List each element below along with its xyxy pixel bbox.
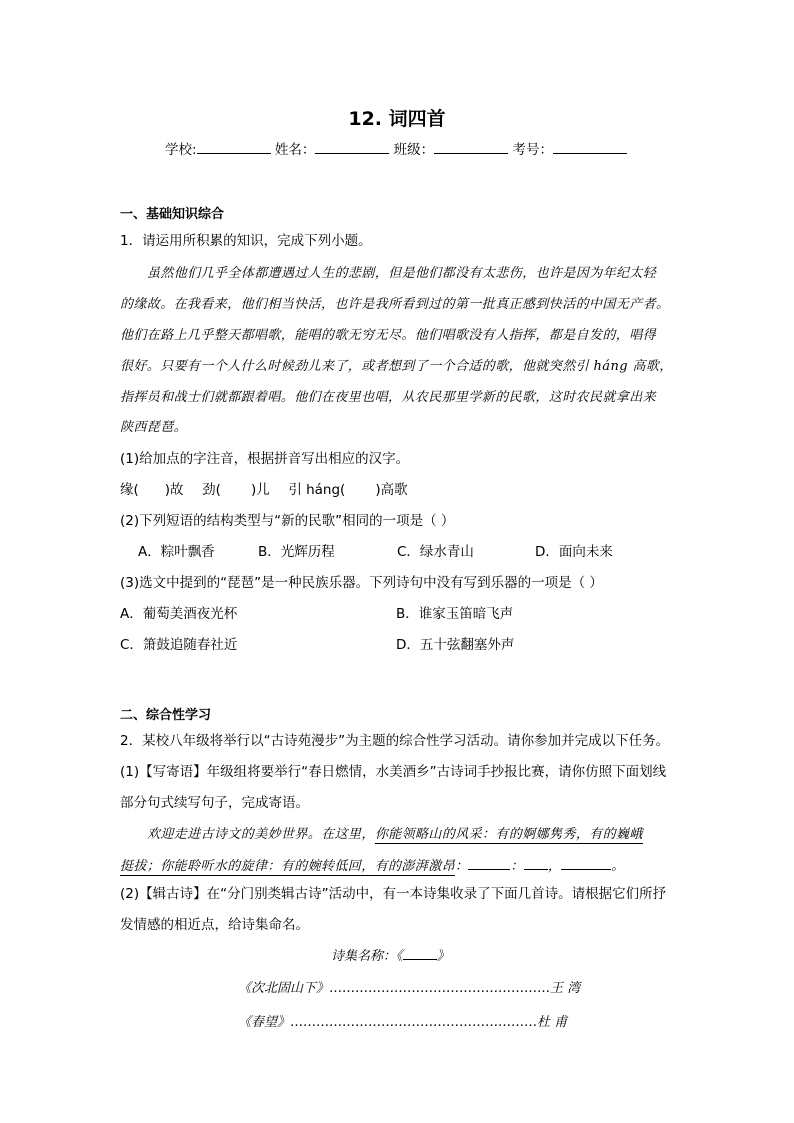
name-blank[interactable] — [315, 139, 389, 154]
option-d[interactable]: D．面向未来 — [535, 544, 613, 560]
passage-line: 虽然他们几乎全体都遭遇过人生的悲剧，但是他们都没有太悲伤，也许是因为年纪太轻 — [147, 266, 657, 281]
greeting-line-2: 挺拔；你能聆听水的旋律：有的婉转低回，有的澎湃激昂： ： ， 。 — [120, 859, 625, 874]
question-2-stem: 2．某校八年级将举行以“古诗苑漫步”为主题的综合性学习活动。请你参加并完成以下任务。 — [120, 733, 670, 749]
option-d[interactable]: D．五十弦翻塞外声 — [396, 637, 515, 653]
answer-blank[interactable] — [468, 858, 510, 870]
class-label: 班级： — [393, 142, 435, 158]
class-blank[interactable] — [434, 139, 508, 154]
poem-author: 王 湾 — [550, 981, 581, 996]
sub-question-2-line: (2)【辑古诗】在“分门别类辑古诗”活动中，有一本诗集收录了下面几首诗。请根据它们所抒 — [120, 886, 667, 902]
item-gu: )故 — [164, 482, 184, 498]
section-heading-1: 一、基础知识综合 — [120, 207, 225, 222]
school-label: 学校: — [165, 142, 197, 158]
option-a[interactable]: A．葡萄美酒夜光杯 — [120, 606, 238, 622]
option-a[interactable]: A．粽叶飘香 — [138, 544, 215, 560]
poem-leader-dots: ………………………………………………… — [290, 1015, 538, 1030]
answer-blank[interactable] — [561, 858, 611, 870]
sub-question-2-line: 发情感的相近点，给诗集命名。 — [120, 917, 309, 933]
option-b[interactable]: B．谁家玉笛暗飞声 — [396, 606, 514, 622]
passage-line: 陕西琵琶。 — [120, 420, 188, 435]
sub-question-1-stem: (1)给加点的字注音，根据拼音写出相应的汉字。 — [120, 451, 410, 467]
item-yuan: 缘( — [120, 482, 139, 498]
poem-entry — [238, 1011, 567, 1030]
sub-question-1-line: (1)【写寄语】年级组将要举行“春日燃情，水美酒乡”古诗词手抄报比赛，请你仿照下面划线 — [120, 764, 667, 780]
sub-question-2-stem: (2)下列短语的结构类型与“新的民歌”相同的一项是（ ） — [120, 513, 455, 529]
collection-name-line: 诗集名称：《 》 — [331, 949, 450, 964]
passage-line: 很好。只要有一个人什么时候劲儿来了，或者想到了一个合适的歌，他就突然引 háng 高歌， — [120, 359, 673, 374]
school-blank[interactable] — [197, 139, 271, 154]
question-1-stem: 1．请运用所积累的知识，完成下列小题。 — [120, 233, 372, 249]
sub-question-1-line: 部分句式续写句子，完成寄语。 — [120, 795, 309, 811]
option-c[interactable]: C．绿水青山 — [397, 544, 474, 560]
greeting-underlined: 挺拔；你能聆听水的旋律：有的婉转低回，有的澎湃激昂 — [120, 859, 456, 874]
greeting-underlined: 你能领略山的风采：有的婀娜隽秀，有的巍峨 — [374, 827, 643, 842]
poem-entry — [238, 977, 580, 996]
name-label: 姓名： — [274, 142, 316, 158]
poem-author: 杜 甫 — [537, 1015, 568, 1030]
collection-name-blank[interactable] — [403, 948, 437, 960]
poem-leader-dots: …………………………………………… — [329, 981, 551, 996]
greeting-line-1 — [147, 823, 643, 842]
collection-label: 诗集名称：《 — [331, 949, 403, 964]
student-info-line — [165, 138, 627, 158]
option-c[interactable]: C．箫鼓追随春社近 — [120, 637, 238, 653]
answer-blank[interactable] — [524, 858, 548, 870]
item-hang: 引 háng( — [288, 482, 346, 498]
passage-line: 他们在路上几乎整天都唱歌，能唱的歌无穷无尽。他们唱歌没有人指挥，都是自发的，唱得 — [120, 328, 657, 343]
id-blank[interactable] — [553, 139, 627, 154]
sub-question-3-stem: (3)选文中提到的“琵琶”是一种民族乐器。下列诗句中没有写到乐器的一项是（ ） — [120, 575, 603, 591]
item-er: )儿 — [250, 482, 270, 498]
section-heading-2: 二、综合性学习 — [120, 708, 212, 723]
option-b[interactable]: B．光辉历程 — [258, 544, 335, 560]
page-title: 12. 词四首 — [348, 108, 446, 130]
sub-question-1-items — [120, 478, 408, 498]
id-label: 考号： — [512, 142, 553, 158]
greeting-plain: 欢迎走进古诗文的美妙世界。在这里， — [147, 827, 375, 842]
poem-title: 《春望》 — [238, 1015, 291, 1030]
item-jin: 劲( — [202, 482, 221, 498]
poem-title: 《次北固山下》 — [238, 981, 330, 996]
passage-line: 指挥员和战士们就都跟着唱。他们在夜里也唱，从农民那里学新的民歌，这时农民就拿出来 — [120, 390, 657, 405]
passage-line: 的缘故。在我看来，他们相当快活，也许是我所看到过的第一批真正感到快活的中国无产者。 — [120, 297, 670, 312]
item-gaoge: )高歌 — [375, 482, 408, 498]
